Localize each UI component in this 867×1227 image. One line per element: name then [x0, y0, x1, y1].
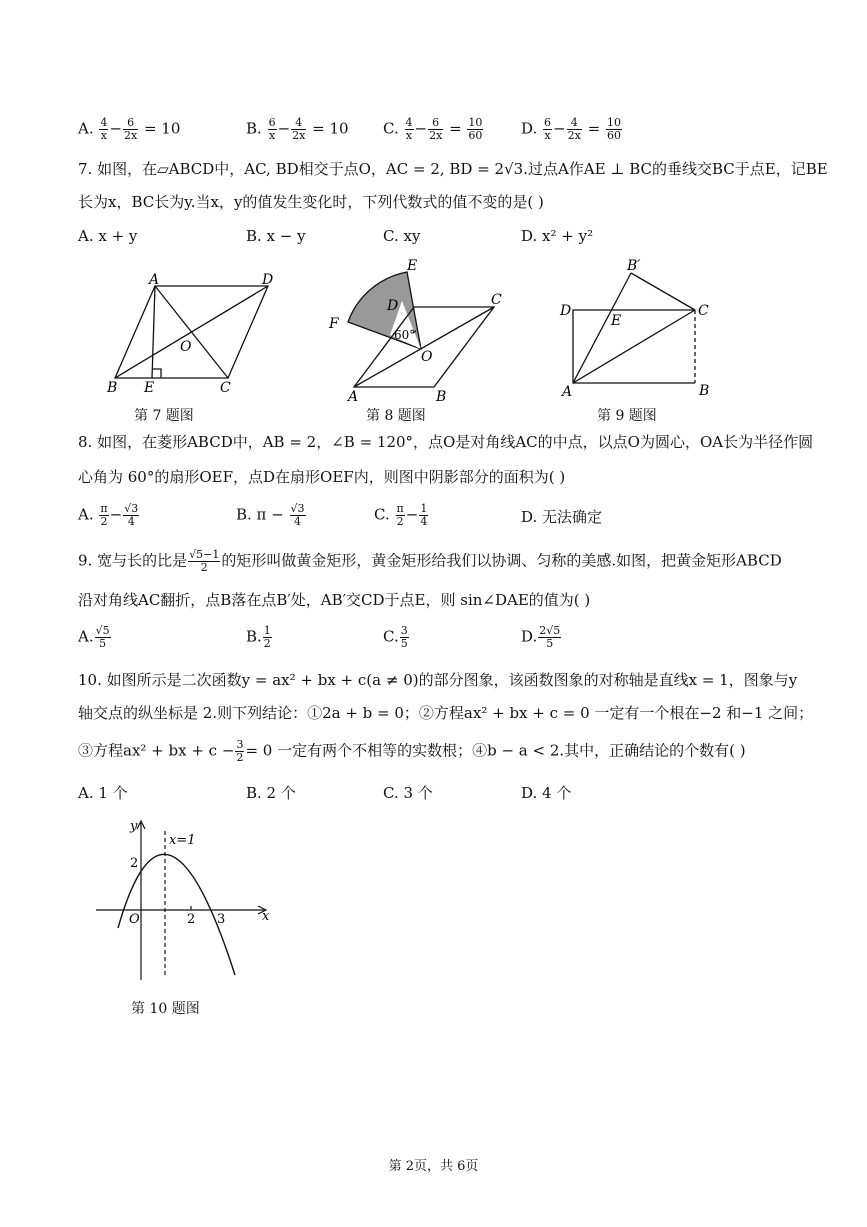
label-Bprime: B′: [627, 258, 641, 274]
figure-9: [555, 255, 725, 403]
figure-9-caption: 第 9 题图: [597, 408, 657, 424]
fraction: $\frac{6}{2x}$: [123, 116, 138, 142]
q8-option-c: C. $\frac{\pi}{2}$ − $\frac{1}{4}$: [374, 502, 428, 528]
label-B: B: [107, 380, 118, 396]
axis-of-symmetry-label: x=1: [169, 833, 196, 848]
figure-8: [320, 255, 510, 405]
fraction: $\frac{4}{x}$: [100, 116, 108, 142]
q9-option-c: C. $\frac{3}{5}$: [383, 624, 408, 650]
label-C: C: [491, 292, 502, 308]
q7-option-a: A. x + y: [78, 227, 138, 245]
q8-option-b: B. π − $\frac{√3}{4}$: [236, 502, 305, 528]
angle-label: 60°: [394, 328, 416, 342]
label-A: A: [149, 272, 160, 288]
q8-option-a: A. $\frac{\pi}{2}$ − $\frac{√3}{4}$: [78, 502, 139, 528]
label-F: F: [329, 316, 339, 332]
q9-stem-line2: 沿对角线AC翻折，点B落在点B′处，AB′交CD于点E，则 sin∠DAE的值为( ): [78, 591, 591, 609]
q10-stem-line1: 10. 如图所示是二次函数y = ax² + bx + c(a ≠ 0)的部分图象，该函数图象的对称轴是直线x = 1，图象与y: [78, 671, 798, 689]
label-E: E: [407, 258, 418, 274]
q7-option-b: B. x − y: [246, 227, 306, 245]
label-D: D: [262, 272, 274, 288]
label-C: C: [698, 303, 709, 319]
q8-stem-line1: 8. 如图，在菱形ABCD中，AB = 2，∠B = 120°，点O是对角线AC的中点，以点O为圆心，OA长为半径作圆: [78, 433, 814, 451]
label-E: E: [611, 313, 622, 329]
y-axis-label: y: [130, 819, 138, 834]
q9-stem-line1: 9. 宽与长的比是 $\frac{√5-1}{2}$ 的矩形叫做黄金矩形，黄金矩形给我们以协调、匀称的美感.如图，把黄金矩形ABCD: [78, 548, 782, 574]
figure-7-caption: 第 7 题图: [134, 408, 194, 424]
label-B: B: [436, 389, 447, 405]
option-label: A.: [78, 119, 94, 138]
label-B: B: [699, 383, 710, 399]
q7-option-c: C. xy: [383, 227, 421, 245]
x-axis-label: x: [262, 909, 270, 924]
page-footer: 第 2页，共 6页: [388, 1159, 479, 1174]
q6-option-d: D. $\frac{6}{x}$ − $\frac{4}{2x}$ = $\frac{10}{60}$: [521, 116, 621, 142]
q7-stem-line2: 长为x，BC长为y.当x，y的值发生变化时，下列代数式的值不变的是( ): [78, 193, 544, 211]
label-A: A: [562, 384, 573, 400]
q8-stem-line2: 心角为 60°的扇形OEF，点D在扇形OEF内，则图中阴影部分的面积为( ): [78, 468, 566, 486]
q7-option-d: D. x² + y²: [521, 227, 594, 245]
q9-option-b: B. $\frac{1}{2}$: [246, 624, 271, 650]
label-D: D: [387, 298, 399, 314]
x-tick-2: 2: [187, 912, 196, 927]
q9-option-a: A. $\frac{√5}{5}$: [78, 624, 110, 650]
q10-stem-line3: ③方程ax² + bx + c − $\frac{3}{2}$ = 0 一定有两个不相等的实数根；④b − a < 2.其中，正确结论的个数有( ): [78, 738, 746, 764]
x-tick-3: 3: [217, 912, 226, 927]
q8-option-d: D. 无法确定: [521, 508, 603, 526]
label-E: E: [144, 380, 155, 396]
q7-stem-line1: 7. 如图，在▱ABCD中，AC, BD相交于点O，AC = 2, BD = 2√3.过点A作AE ⊥ BC的垂线交BC于点E，记BE: [78, 160, 828, 178]
figure-10: [92, 815, 282, 985]
label-A: A: [348, 389, 359, 405]
label-D: D: [560, 303, 572, 319]
q10-stem-line2: 轴交点的纵坐标是 2.则下列结论：①2a + b = 0；②方程ax² + bx + c = 0 一定有一个根在−2 和−1 之间；: [78, 704, 814, 722]
label-C: C: [220, 380, 231, 396]
q9-option-d: D. $\frac{2√5}{5}$: [521, 624, 561, 650]
q10-option-d: D. 4 个: [521, 784, 572, 802]
label-O: O: [421, 349, 433, 365]
q6-option-a: A. $\frac{4}{x}$ − $\frac{6}{2x}$ = 10: [78, 116, 181, 142]
y-intercept-label: 2: [130, 856, 139, 871]
q6-option-c: C. $\frac{4}{x}$ − $\frac{6}{2x}$ = $\frac{10}{60}$: [383, 116, 483, 142]
figure-7: [100, 272, 290, 402]
q10-option-a: A. 1 个: [78, 784, 128, 802]
figure-10-caption: 第 10 题图: [131, 1001, 200, 1017]
q6-option-b: B. $\frac{6}{x}$ − $\frac{4}{2x}$ = 10: [246, 116, 349, 142]
label-O: O: [180, 339, 192, 355]
q10-option-c: C. 3 个: [383, 784, 433, 802]
q10-option-b: B. 2 个: [246, 784, 296, 802]
origin-label: O: [129, 912, 140, 927]
figure-8-caption: 第 8 题图: [366, 408, 426, 424]
